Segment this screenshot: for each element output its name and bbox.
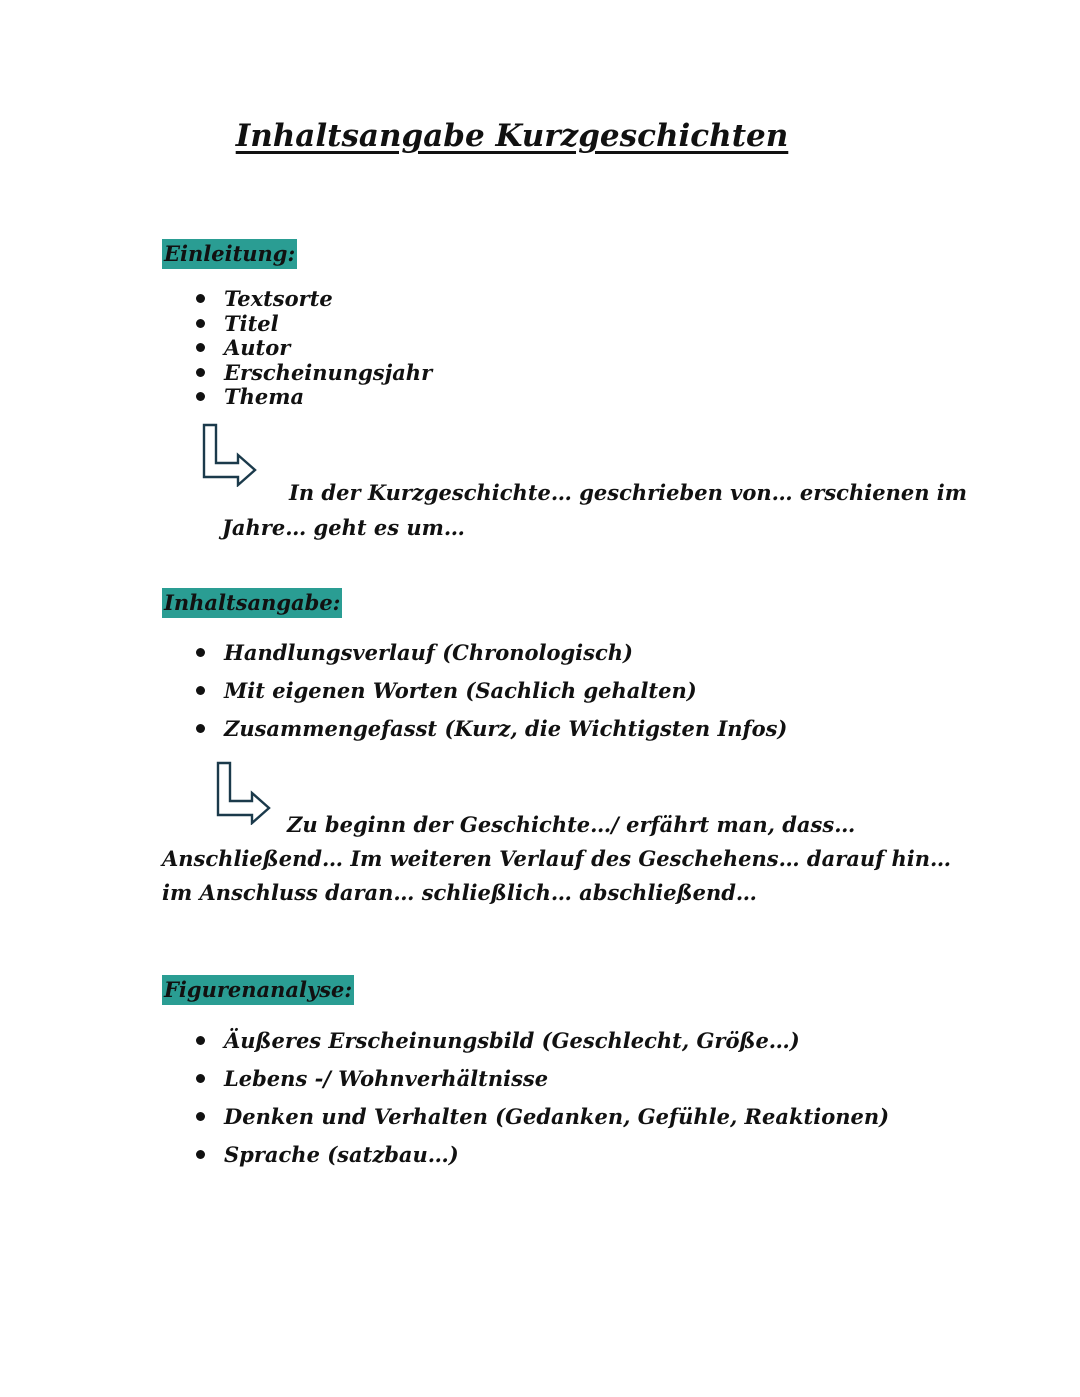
- bullet-icon: [196, 648, 205, 657]
- list-item: Thema: [196, 385, 432, 410]
- bullet-icon: [196, 1036, 205, 1045]
- bullet-icon: [196, 343, 205, 352]
- einleitung-list: [196, 287, 432, 410]
- bullet-icon: [196, 1150, 205, 1159]
- bullet-icon: [196, 392, 205, 401]
- elbow-arrow-icon: [214, 761, 274, 825]
- bullet-icon: [196, 1112, 205, 1121]
- inhaltsangabe-list: [196, 634, 787, 748]
- bullet-icon: [196, 319, 205, 328]
- bullet-icon: [196, 368, 205, 377]
- list-item: Sprache (satzbau…): [196, 1136, 889, 1174]
- figurenanalyse-list: [196, 1022, 889, 1174]
- list-item: Äußeres Erscheinungsbild (Geschlecht, Größe…): [196, 1022, 889, 1060]
- page-title: Inhaltsangabe Kurzgeschichten: [235, 118, 789, 154]
- list-item: Lebens -/ Wohnverhältnisse: [196, 1060, 889, 1098]
- einleitung-example-line2: Jahre… geht es um…: [222, 515, 465, 540]
- bullet-icon: [196, 686, 205, 695]
- list-item: Mit eigenen Worten (Sachlich gehalten): [196, 672, 787, 710]
- section-heading-figurenanalyse: Figurenanalyse:: [162, 975, 354, 1005]
- einleitung-example-line1: In der Kurzgeschichte… geschrieben von… erschienen im: [289, 480, 967, 505]
- list-item: Handlungsverlauf (Chronologisch): [196, 634, 787, 672]
- list-item: Textsorte: [196, 287, 432, 312]
- inhaltsangabe-example-line2: Anschließend… Im weiteren Verlauf des Geschehens… darauf hin…: [162, 846, 951, 871]
- bullet-icon: [196, 294, 205, 303]
- list-item: Erscheinungsjahr: [196, 361, 432, 386]
- section-heading-inhaltsangabe: Inhaltsangabe:: [162, 588, 342, 618]
- list-item: Titel: [196, 312, 432, 337]
- inhaltsangabe-example-line3: im Anschluss daran… schließlich… abschließend…: [162, 880, 757, 905]
- list-item: Denken und Verhalten (Gedanken, Gefühle, Reaktionen): [196, 1098, 889, 1136]
- elbow-arrow-icon: [200, 423, 260, 487]
- list-item: Autor: [196, 336, 432, 361]
- section-heading-einleitung: Einleitung:: [162, 239, 297, 269]
- inhaltsangabe-example-line1: Zu beginn der Geschichte…/ erfährt man, dass…: [287, 812, 856, 837]
- bullet-icon: [196, 1074, 205, 1083]
- list-item: Zusammengefasst (Kurz, die Wichtigsten Infos): [196, 710, 787, 748]
- bullet-icon: [196, 724, 205, 733]
